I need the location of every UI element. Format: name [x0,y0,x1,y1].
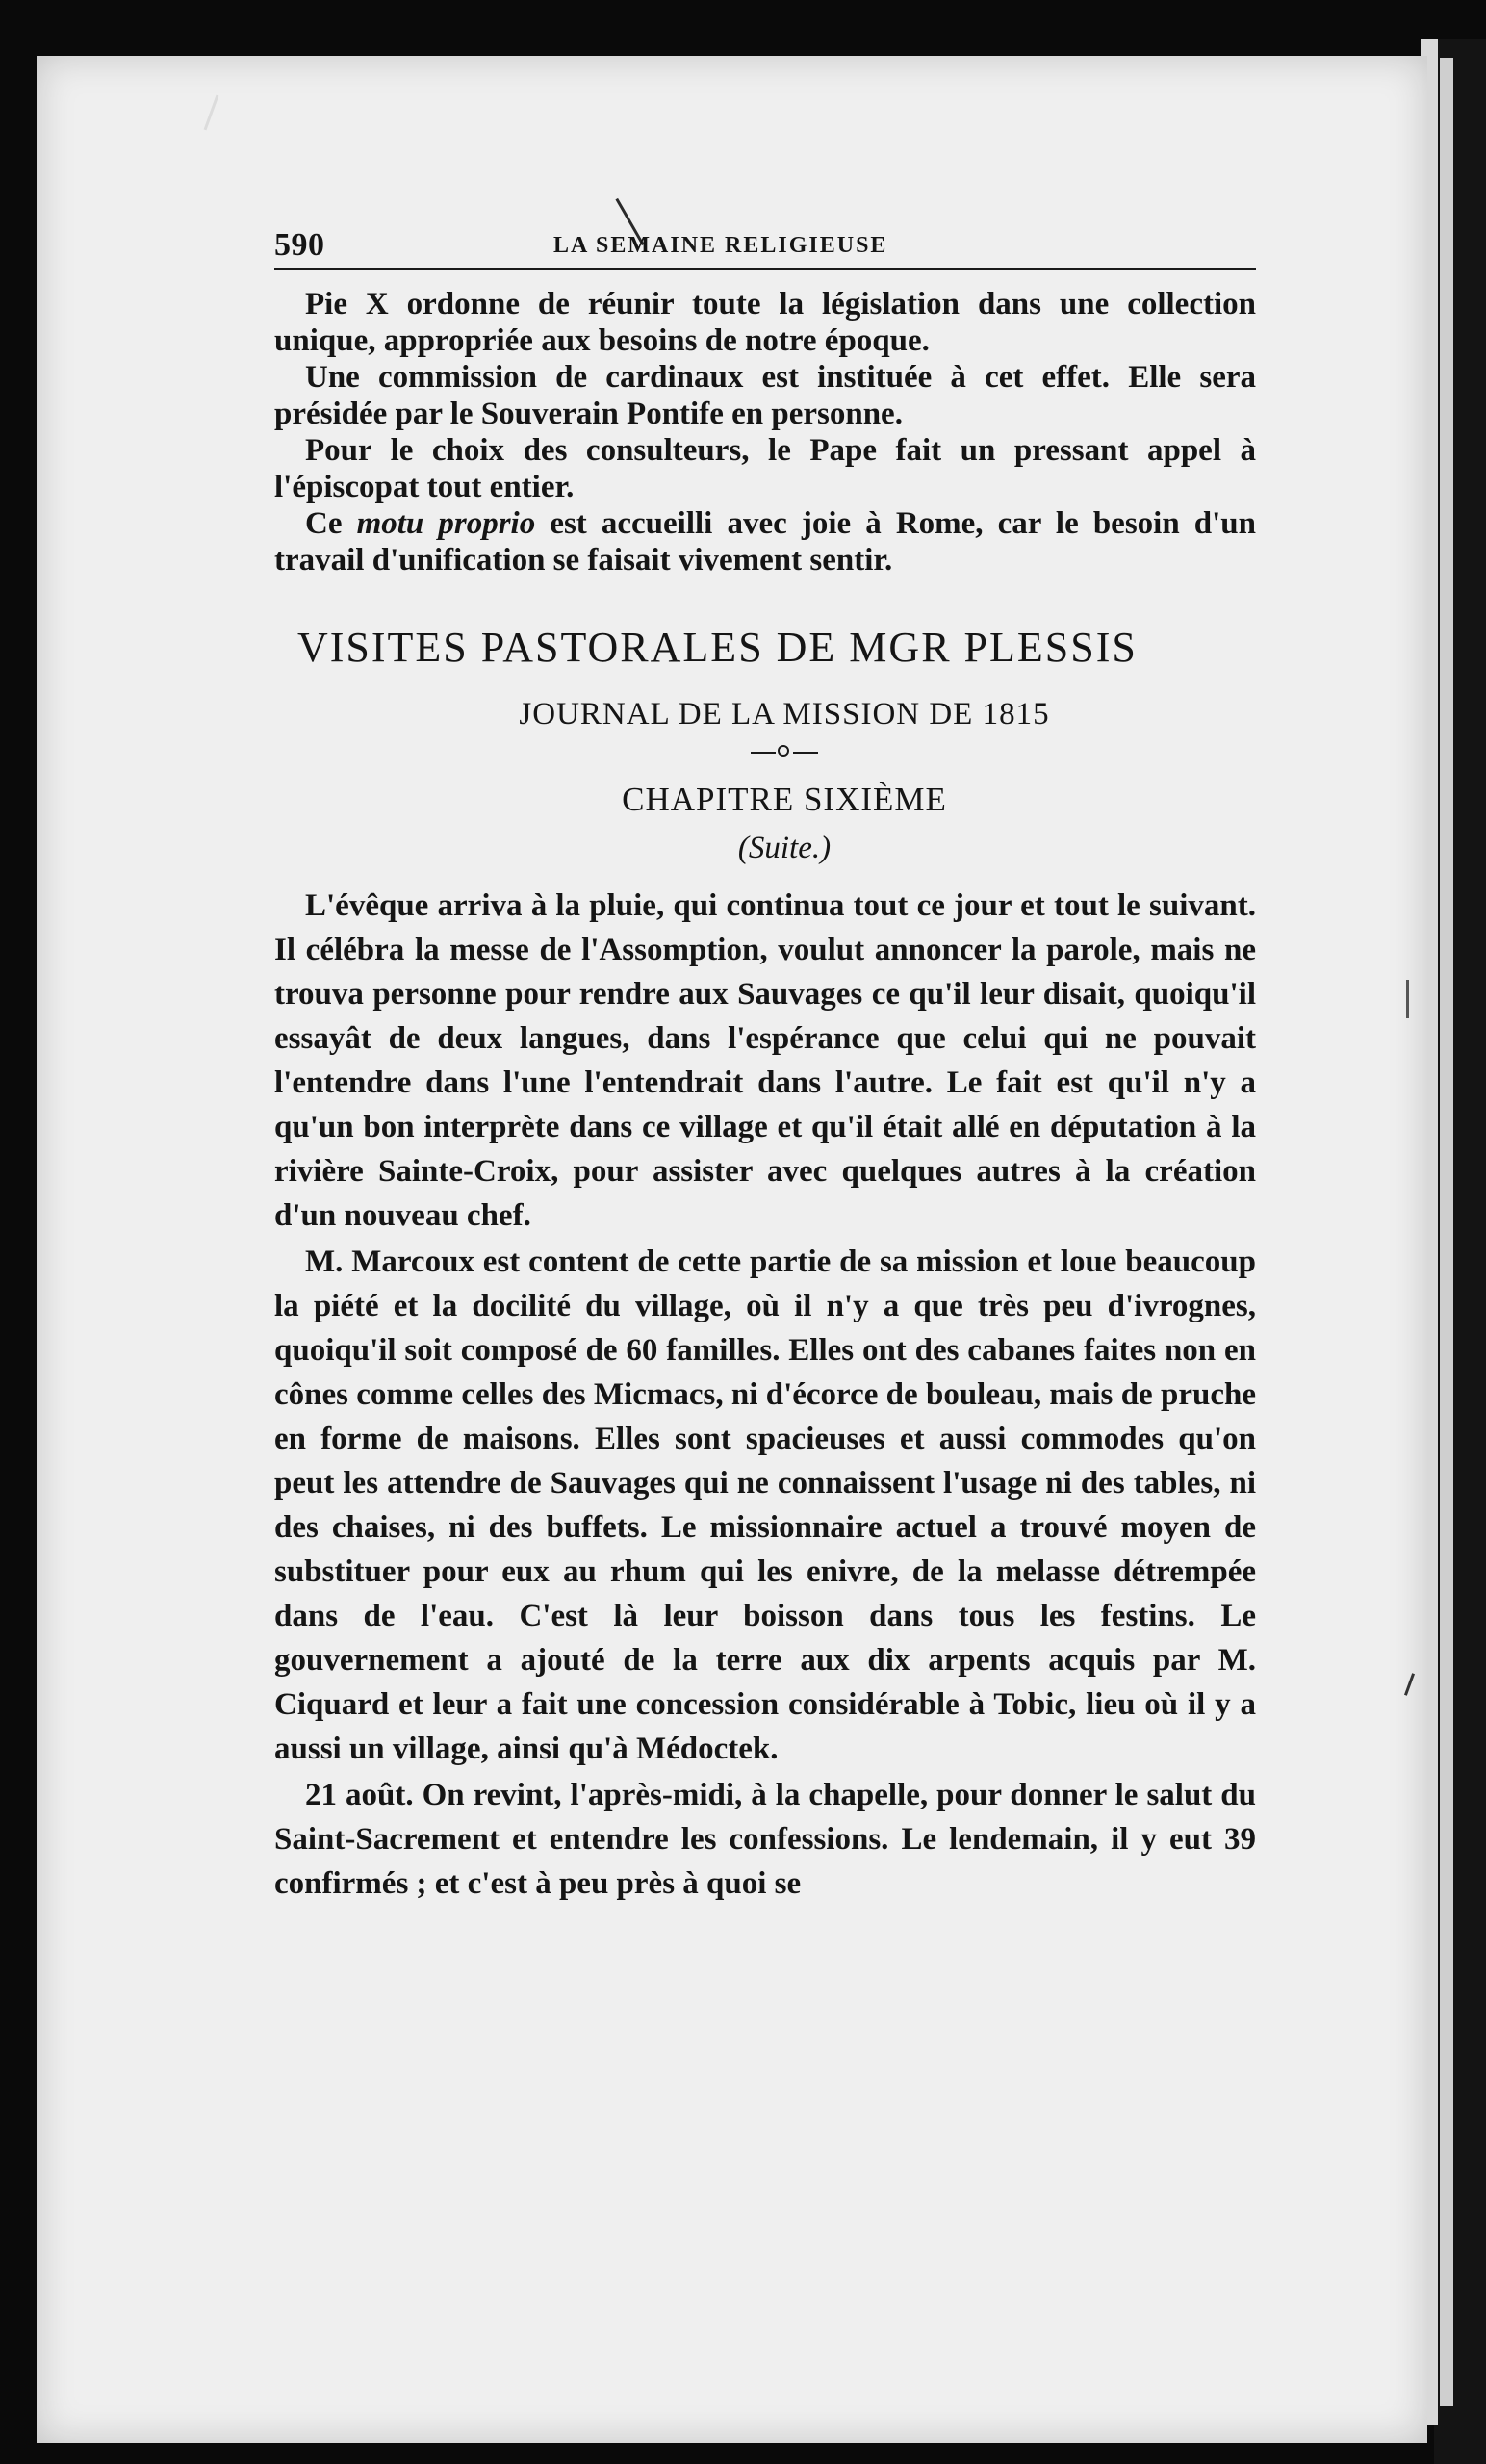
intro-text: est accueilli avec joie à Rome, car le besoin d'un travail d'unification se faisait vivement sentir. [274,506,1256,578]
body-paragraph: M. Marcoux est content de cette partie de sa mission et loue beaucoup la piété et la docilité du village, où il n'y a que très peu d'ivrognes, quoiqu'il soit composé de 60 familles. Elles ont des cabanes faites non en cônes comme celles des Micmacs, ni d'écorce de bouleau, mais de pruche en forme de maisons. Elles sont spacieuses et aussi commodes qu'on peut les attendre de Sauvages qui ne connaissent l'usage ni des tables, ni des chaises, ni des buffets. Le missionnaire actuel a trouvé moyen de substituer pour eux au rhum qui les enivre, de la melasse détrempée dans de l'eau. C'est là leur boisson dans tous les festins. Le gouvernement a ajouté de la terre aux dix arpents acquis par M. Ciquard et leur a fait une concession considérable à Tobic, lieu où il y a aussi un village, ainsi qu'à Médoctek. [274,1245,1256,1766]
section-subtitle: JOURNAL DE LA MISSION DE 1815 [519,697,1050,732]
scan-mark [1404,1673,1415,1696]
chapter-continuation: (Suite.) [737,831,832,865]
intro-text: Ce [305,506,343,541]
running-head: LA SEMAINE RELIGIEUSE [553,233,888,258]
ornament-divider [712,742,818,761]
scan-mark [1406,980,1409,1018]
intro-paragraph: Pour le choix des consulteurs, le Pape fait un pressant appel à l'épiscopat tout entier. [274,433,1256,504]
body-paragraph: 21 août. On revint, l'après-midi, à la chapelle, pour donner le salut du Saint-Sacrement et entendre les confessions. Le lendemain, il y eut 39 confirmés ; et c'est à peu près à quoi se [274,1778,1256,1901]
facing-page-edge [1440,58,1453,2406]
page-header [274,221,1256,270]
intro-italic-text: motu proprio [356,506,536,541]
page-content [274,221,1256,1908]
chapter-title: CHAPITRE SIXIÈME [622,781,947,818]
intro-section [274,286,1256,578]
section-title: VISITES PASTORALES DE MGR PLESSIS [297,624,1138,671]
page-number: 590 [274,227,325,263]
ornament-line [751,752,776,754]
body-text [274,884,1256,1906]
intro-paragraph: Une commission de cardinaux est instituée à cet effet. Elle sera présidée par le Souverain Pontife en personne. [274,360,1256,431]
intro-paragraph [274,505,1256,578]
intro-paragraph: Pie X ordonne de réunir toute la législation dans une collection unique, appropriée aux besoins de notre époque. [274,287,1256,358]
body-paragraph: L'évêque arriva à la pluie, qui continua tout ce jour et tout le suivant. Il célébra la messe de l'Assomption, voulut annoncer la parole, mais ne trouva personne pour rendre aux Sauvages ce qu'il leur disait, quoiqu'il essayât de deux langues, dans l'espérance que celui qui ne pouvait l'entendre dans l'une l'entendrait dans l'autre. Le fait est qu'il n'y a qu'un bon interprète dans ce village et qu'il était allé en députation à la rivière Sainte-Croix, pour assister avec quelques autres à la création d'un nouveau chef. [274,888,1256,1233]
scan-mark [204,95,219,131]
ornament-line [793,752,818,754]
ornament-circle [778,745,789,757]
